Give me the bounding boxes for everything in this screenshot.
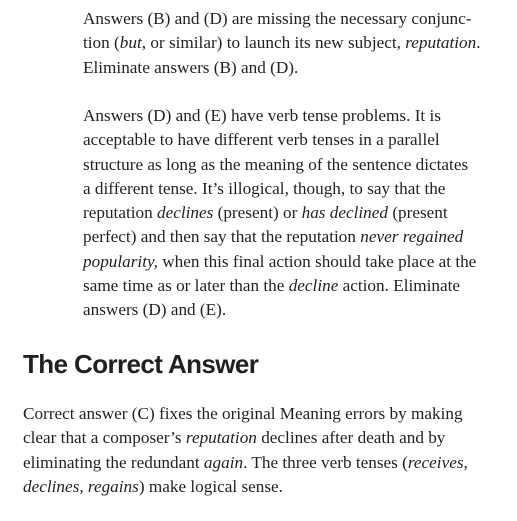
text-line xyxy=(83,298,503,322)
text-run: (present xyxy=(388,203,448,223)
text-line xyxy=(23,451,513,475)
italic-text-run: reputation xyxy=(185,428,257,448)
text-line xyxy=(83,274,503,298)
text-line xyxy=(83,250,503,274)
text-line xyxy=(83,201,503,225)
italic-text-run: decline xyxy=(288,276,339,296)
paragraph-eliminate-b-d xyxy=(83,7,503,80)
text-line xyxy=(83,153,503,177)
section-heading: The Correct Answer xyxy=(23,349,259,379)
text-run: Answers (B) and (D) are missing the necessary conjunc- xyxy=(83,9,472,28)
text-run: tion ( xyxy=(83,33,120,53)
text-run: ) make logical sense. xyxy=(138,476,283,496)
italic-text-run: declines, regains xyxy=(23,476,139,496)
italic-text-run: again xyxy=(203,452,244,472)
italic-text-run: popularity, xyxy=(83,251,158,271)
italic-text-run: receives, xyxy=(407,452,468,472)
text-line xyxy=(83,128,503,152)
text-run: Correct answer (C) fixes the original Meaning errors by making xyxy=(23,404,463,423)
text-run: . The three verb tenses ( xyxy=(243,452,408,472)
italic-text-run: never regained xyxy=(360,227,464,247)
italic-text-run: declines xyxy=(156,203,214,223)
text-run: eliminating the redundant xyxy=(23,452,204,472)
text-line xyxy=(83,177,503,201)
text-run: Eliminate answers (B) and (D). xyxy=(83,57,299,77)
text-run: answers (D) and (E). xyxy=(83,300,227,320)
italic-text-run: reputation xyxy=(405,33,477,53)
text-run: . xyxy=(476,33,481,53)
italic-text-run: but xyxy=(119,33,142,53)
text-run: acceptable to have different verb tenses in a parallel xyxy=(83,130,440,150)
text-line xyxy=(83,56,503,80)
text-line xyxy=(83,225,503,249)
text-line xyxy=(83,104,503,128)
text-run: when this final action should take place at the xyxy=(157,251,477,271)
text-run: , or similar) to launch its new subject, xyxy=(141,33,406,53)
text-line xyxy=(23,402,513,426)
text-run: structure as long as the meaning of the sentence dictates xyxy=(83,154,469,174)
italic-text-run: has declined xyxy=(301,203,389,223)
text-line xyxy=(83,7,503,31)
text-run: clear that a composer’s xyxy=(23,428,186,448)
paragraph-eliminate-d-e xyxy=(83,104,503,323)
paragraph-correct-answer xyxy=(23,402,513,499)
text-run: same time as or later than the xyxy=(83,276,289,296)
text-run: (present) or xyxy=(213,203,302,223)
text-line xyxy=(23,475,513,499)
text-line xyxy=(23,426,513,450)
text-run: declines after death and by xyxy=(256,428,446,448)
text-run: perfect) and then say that the reputation xyxy=(83,227,361,247)
text-run: Answers (D) and (E) have verb tense problems. It is xyxy=(83,106,441,125)
text-line xyxy=(83,31,503,55)
text-run: reputation xyxy=(83,203,157,223)
text-run: a different tense. It’s illogical, though, to say that the xyxy=(83,178,446,198)
text-run: action. Eliminate xyxy=(338,276,461,296)
